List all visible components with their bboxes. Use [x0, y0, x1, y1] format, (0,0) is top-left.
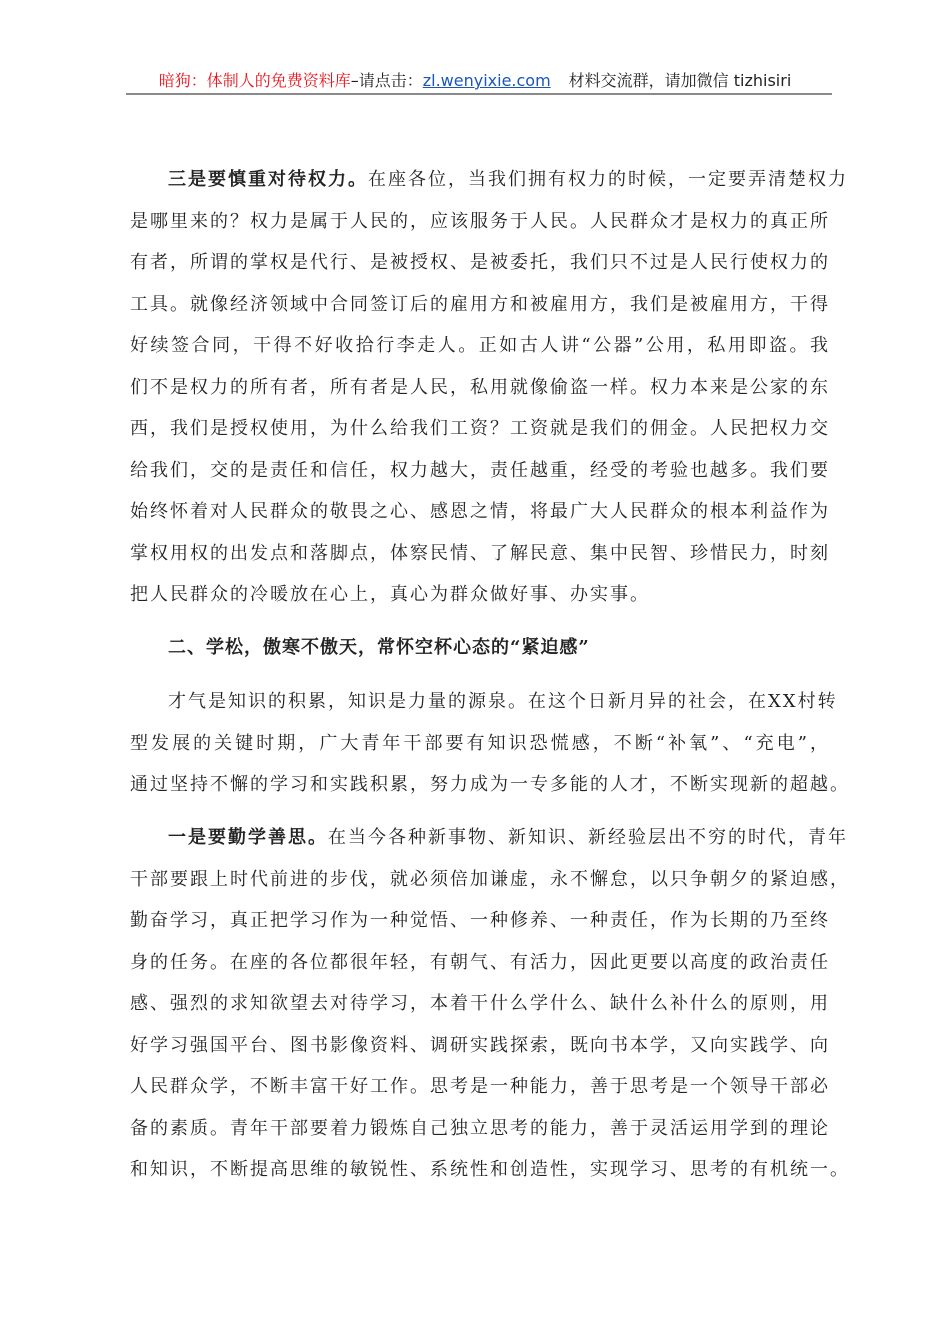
text-line: [130, 817, 848, 859]
text-line: [130, 450, 830, 492]
text-line: [130, 900, 830, 942]
line-text: 西，我们是授权使用，为什么给我们工资？工资就是我们的佣金。人民把权力交: [130, 418, 830, 439]
line-text: 和知识，不断提高思维的敏锐性、系统性和创造性，实现学习、思考的有机统一。: [130, 1159, 850, 1180]
text-line: [130, 408, 830, 450]
text-line: [130, 159, 848, 201]
text-line: [130, 491, 830, 533]
text-line: [130, 1149, 850, 1191]
text-line: [130, 1108, 830, 1150]
line-text: 始终怀着对人民群众的敬畏之心、感恩之情，将最广大人民群众的根本利益作为: [130, 501, 830, 522]
line-text: 通过坚持不懈的学习和实践积累，努力成为一专多能的人才，不断实现新的超越。: [130, 774, 850, 795]
line-text: 勤奋学习，真正把学习作为一种觉悟、一种修养、一种责任，作为长期的乃至终: [130, 910, 830, 931]
text-line: [130, 533, 830, 575]
paragraph-respect-power: [130, 159, 848, 616]
line-text: 是哪里来的？权力是属于人民的，应该服务于人民。人民群众才是权力的真正所: [130, 210, 830, 232]
line-text: 有者，所谓的掌权是代行、是被授权、是被委托，我们只不过是人民行使权力的: [130, 252, 830, 273]
text-line: [130, 723, 830, 765]
text-line: [130, 1025, 830, 1067]
header-contact: 材料交流群，请加微信 tizhisiri: [568, 71, 792, 90]
header-link[interactable]: zl.wenyixie.com: [422, 71, 551, 90]
text-line: [130, 681, 838, 723]
section-heading-text: 二、学松，傲寒不傲天，常怀空杯心态的“紧迫感”: [168, 637, 590, 658]
line-text: 人民群众学，不断丰富干好工作。思考是一种能力，善于思考是一个领导干部必: [130, 1076, 830, 1097]
line-text: 们不是权力的所有者，所有者是人民，私用就像偷盗一样。权力本来是公家的东: [130, 376, 830, 398]
text-line: [130, 1066, 830, 1108]
line-text: 好续签合同，干得不好收拾行李走人。正如古人讲“公器”公用，私用即盗。我: [130, 335, 830, 356]
line-text: 才气是知识的积累，知识是力量的源泉。在这个日新月异的社会，在XX村转: [168, 691, 838, 712]
line-text: 备的素质。青年干部要着力锻炼自己独立思考的能力，善于灵活运用学到的理论: [130, 1117, 830, 1139]
line-text: 感、强烈的求知欲望去对待学习，本着干什么学什么、缺什么补什么的原则，用: [130, 993, 830, 1014]
line-text: 型发展的关键时期，广大青年干部要有知识恐慌感，不断“补氧”、“充电”，: [130, 732, 830, 754]
header-click-prompt: –请点击：: [350, 71, 423, 90]
line-text: 工具。就像经济领域中合同签订后的雇用方和被雇用方，我们是被雇用方，干得: [130, 293, 830, 315]
text-line: [130, 764, 850, 806]
text-line: [130, 574, 830, 616]
header-promo: 暗狗：体制人的免费资料库: [158, 71, 351, 90]
paragraph-study-think: [130, 817, 850, 1191]
section-heading: [130, 627, 830, 669]
text-line: [130, 242, 830, 284]
text-line: [130, 367, 830, 409]
paragraph-lead: 三是要慎重对待权力。: [168, 169, 368, 190]
text-line: [130, 201, 830, 243]
text-line: [130, 942, 830, 984]
line-text: 把人民群众的冷暖放在心上，真心为群众做好事、办实事。: [130, 584, 650, 605]
paragraph-lead: 一是要勤学善思。: [168, 827, 328, 848]
text-line: [130, 859, 850, 901]
line-text: 在当今各种新事物、新知识、新经验层出不穷的时代，青年: [328, 827, 848, 848]
line-text: 好学习强国平台、图书影像资料、调研实践探索，既向书本学，又向实践学、向: [130, 1034, 830, 1056]
page-header: [0, 68, 950, 91]
paragraph-knowledge: [130, 681, 850, 806]
line-text: 掌权用权的出发点和落脚点，体察民情、了解民意、集中民智、珍惜民力，时刻: [130, 542, 830, 564]
line-text: 身的任务。在座的各位都很年轻，有朝气、有活力，因此更要以高度的政治责任: [130, 951, 830, 973]
text-line: [130, 284, 830, 326]
header-divider: [126, 93, 832, 95]
line-text: 给我们，交的是责任和信任，权力越大，责任越重，经受的考验也越多。我们要: [130, 459, 830, 481]
text-line: [130, 983, 830, 1025]
line-text: 干部要跟上时代前进的步伐，就必须倍加谦虚，永不懈怠，以只争朝夕的紧迫感，: [130, 868, 850, 890]
line-text: 在座各位，当我们拥有权力的时候，一定要弄清楚权力: [368, 169, 848, 190]
text-line: [130, 325, 830, 367]
